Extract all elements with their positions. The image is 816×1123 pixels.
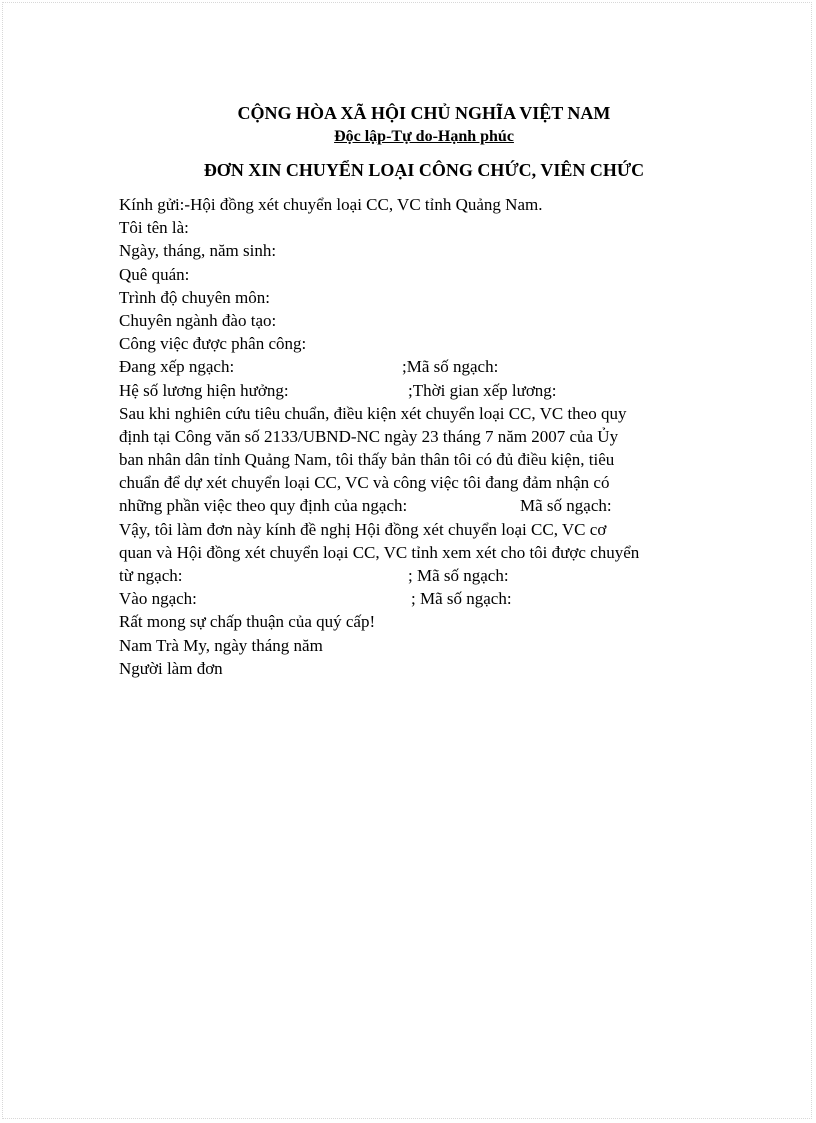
major-field-label: Chuyên ngành đào tạo: — [119, 310, 277, 330]
form-body — [119, 193, 699, 680]
motto-heading: Độc lập-Tự do-Hạnh phúc — [334, 128, 514, 145]
rank-eligibility-label: những phần việc theo quy định của ngạch: — [119, 496, 408, 516]
paragraph-line: Vậy, tôi làm đơn này kính đề nghị Hội đồng xét chuyển loại CC, VC cơ — [119, 519, 607, 539]
paragraph-line: định tại Công văn số 2133/UBND-NC ngày 23 tháng 7 năm 2007 của Ủy — [119, 426, 619, 446]
qualification-field-label: Trình độ chuyên môn: — [119, 287, 270, 307]
salary-time-label: ;Thời gian xếp lương: — [408, 380, 557, 400]
place-date-line: Nam Trà My, ngày tháng năm — [119, 635, 323, 655]
name-field-label: Tôi tên là: — [119, 218, 189, 238]
document-title: ĐƠN XIN CHUYỂN LOẠI CÔNG CHỨC, VIÊN CHỨC — [203, 160, 645, 180]
to-rank-label: Vào ngạch: — [119, 589, 197, 609]
from-rank-code-label: ; Mã số ngạch: — [408, 566, 509, 585]
current-rank-label: Đang xếp ngạch: — [119, 357, 235, 377]
nation-heading: CỘNG HÒA XÃ HỘI CHỦ NGHĨA VIỆT NAM — [237, 103, 611, 123]
to-rank-code-label: ; Mã số ngạch: — [411, 589, 512, 609]
hometown-field-label: Quê quán: — [119, 264, 190, 284]
rank-eligibility-row — [119, 494, 699, 517]
current-rank-code-label: ;Mã số ngạch: — [402, 357, 499, 377]
current-rank-row — [119, 355, 699, 378]
paragraph-line: Sau khi nghiên cứu tiêu chuẩn, điều kiện xét chuyển loại CC, VC theo quy — [119, 403, 627, 423]
dob-field-label: Ngày, tháng, năm sinh: — [119, 241, 277, 261]
from-rank-label: từ ngạch: — [119, 566, 183, 585]
paragraph-line: quan và Hội đồng xét chuyển loại CC, VC tỉnh xem xét cho tôi được chuyển — [119, 542, 640, 562]
closing-line: Rất mong sự chấp thuận của quý cấp! — [119, 612, 376, 632]
signer-label: Người làm đơn — [119, 658, 223, 678]
salary-coefficient-label: Hệ số lương hiện hưởng: — [119, 380, 289, 400]
rank-eligibility-code-label: Mã số ngạch: — [520, 496, 612, 516]
salary-row — [119, 379, 699, 402]
recipient-line: Kính gửi:-Hội đồng xét chuyển loại CC, VC tỉnh Quảng Nam. — [119, 195, 543, 214]
paragraph-line: ban nhân dân tỉnh Quảng Nam, tôi thấy bản thân tôi có đủ điều kiện, tiêu — [119, 450, 615, 470]
to-rank-row — [119, 587, 699, 610]
from-rank-row — [119, 564, 699, 587]
paragraph-line: chuẩn để dự xét chuyển loại CC, VC và công việc tôi đang đảm nhận có — [119, 473, 610, 493]
assigned-work-field-label: Công việc được phân công: — [119, 334, 307, 354]
